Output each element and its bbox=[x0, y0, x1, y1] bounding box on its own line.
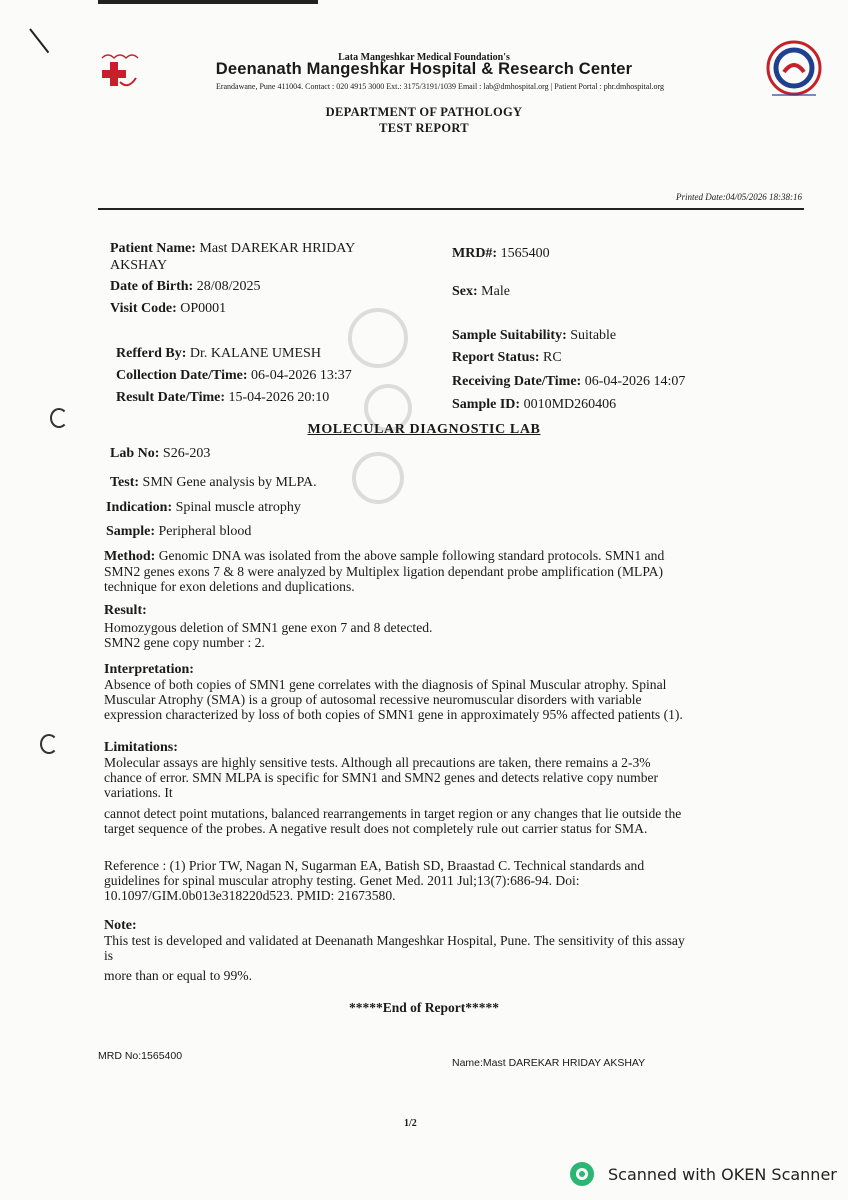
sample-suitability-value: Suitable bbox=[570, 328, 617, 343]
foundation-name: Lata Mangeshkar Medical Foundation's bbox=[338, 52, 510, 63]
dob-label: Date of Birth: bbox=[110, 279, 194, 294]
result-datetime-value: 15-04-2026 20:10 bbox=[228, 390, 330, 405]
limitations-text: Molecular assays are highly sensitive tests. Although all precautions are taken, there remains a 2-3% bbox=[104, 755, 651, 770]
indication-field bbox=[106, 499, 301, 516]
scanner-watermark bbox=[568, 1160, 837, 1188]
limitations-heading: Limitations: bbox=[104, 740, 178, 755]
report-status-field bbox=[452, 349, 562, 366]
collection-datetime-field bbox=[116, 367, 352, 384]
sample-label: Sample: bbox=[106, 524, 155, 539]
sample-field bbox=[106, 523, 251, 540]
limitations-block bbox=[104, 740, 794, 836]
interpretation-text: Absence of both copies of SMN1 gene correlates with the diagnosis of Spinal Muscular atrophy. Spinal bbox=[104, 677, 667, 692]
dob-value: 28/08/2025 bbox=[196, 279, 261, 294]
sample-id-field bbox=[452, 396, 616, 413]
receiving-datetime-value: 06-04-2026 14:07 bbox=[584, 374, 686, 389]
note-block bbox=[104, 918, 794, 983]
sex-label: Sex: bbox=[452, 284, 478, 299]
footer-mrd-no: MRD No:1565400 bbox=[98, 1050, 183, 1062]
scanner-text: Scanned with OKEN Scanner bbox=[608, 1164, 837, 1184]
method-text: technique for exon deletions and duplications. bbox=[104, 579, 355, 594]
limitations-text: variations. It bbox=[104, 785, 173, 800]
hospital-contact: Erandawane, Pune 411004. Contact : 020 4915 3000 Ext.: 3175/3191/1039 Email : lab@dmhospital.org | Patient Portal : phr.dmhospital.org bbox=[215, 82, 665, 91]
department-name: DEPARTMENT OF PATHOLOGY bbox=[325, 105, 523, 119]
pen-mark bbox=[29, 28, 49, 53]
patient-name-continued: AKSHAY bbox=[110, 258, 168, 273]
indication-label: Indication: bbox=[106, 500, 173, 515]
mrd-field bbox=[452, 245, 550, 262]
reference-block bbox=[104, 858, 794, 903]
patient-name-value: Mast DAREKAR HRIDAY bbox=[199, 241, 356, 256]
reference-text: Reference : (1) Prior TW, Nagan N, Sugarman EA, Batish SD, Braastad C. Technical standards and bbox=[104, 858, 645, 873]
interpretation-block bbox=[104, 662, 794, 722]
note-text: more than or equal to 99%. bbox=[104, 968, 252, 983]
sample-id-value: 0010MD260406 bbox=[523, 397, 617, 412]
lab-no-field bbox=[110, 445, 210, 462]
department-heading bbox=[0, 104, 848, 136]
result-text: SMN2 gene copy number : 2. bbox=[104, 635, 265, 650]
method-block bbox=[104, 548, 794, 594]
report-status-label: Report Status: bbox=[452, 350, 540, 365]
referred-by-value: Dr. KALANE UMESH bbox=[189, 346, 321, 361]
test-field bbox=[110, 474, 317, 491]
note-heading: Note: bbox=[104, 918, 137, 933]
sex-field bbox=[452, 283, 510, 300]
result-datetime-field bbox=[116, 389, 329, 406]
interpretation-text: Muscular Atrophy (SMA) is a group of autosomal recessive neuromuscular disorders with variable bbox=[104, 692, 642, 707]
collection-datetime-value: 06-04-2026 13:37 bbox=[251, 368, 352, 383]
referred-by-field bbox=[116, 345, 321, 362]
top-edge-line bbox=[98, 0, 318, 4]
result-heading: Result: bbox=[104, 603, 147, 618]
visit-code-label: Visit Code: bbox=[110, 301, 177, 316]
method-text: Genomic DNA was isolated from the above sample following standard protocols. SMN1 and bbox=[158, 548, 665, 563]
header-divider bbox=[98, 208, 804, 210]
lab-no-value: S26-203 bbox=[162, 446, 211, 461]
scanner-logo-icon bbox=[568, 1160, 596, 1188]
reference-text: guidelines for spinal muscular atrophy testing. Genet Med. 2011 Jul;13(7):686-94. Doi: bbox=[104, 873, 580, 888]
note-text: This test is developed and validated at Deenanath Mangeshkar Hospital, Pune. The sensitivity of this assay bbox=[104, 933, 685, 948]
section-title: MOLECULAR DIAGNOSTIC LAB bbox=[307, 422, 541, 437]
referred-by-label: Refferd By: bbox=[116, 346, 187, 361]
mrd-label: MRD#: bbox=[452, 246, 498, 261]
result-datetime-label: Result Date/Time: bbox=[116, 390, 225, 405]
sample-value: Peripheral blood bbox=[158, 524, 252, 539]
indication-value: Spinal muscle atrophy bbox=[175, 500, 301, 515]
result-block bbox=[104, 603, 794, 650]
watermark-seal-icon bbox=[338, 298, 428, 508]
mrd-value: 1565400 bbox=[500, 246, 550, 261]
sample-id-label: Sample ID: bbox=[452, 397, 521, 412]
sample-suitability-field bbox=[452, 327, 616, 344]
method-label: Method: bbox=[104, 549, 156, 564]
limitations-text: cannot detect point mutations, balanced rearrangements in target region or any changes that lie outside the bbox=[104, 806, 682, 821]
reference-text: 10.1097/GIM.0b013e318220d523. PMID: 21673580. bbox=[104, 888, 396, 903]
test-value: SMN Gene analysis by MLPA. bbox=[142, 475, 317, 490]
receiving-datetime-label: Receiving Date/Time: bbox=[452, 374, 582, 389]
footer-patient-name: Name:Mast DAREKAR HRIDAY AKSHAY bbox=[452, 1057, 646, 1069]
receiving-datetime-field bbox=[452, 373, 685, 390]
patient-name bbox=[110, 240, 355, 257]
patient-name-label: Patient Name: bbox=[110, 241, 196, 256]
punch-hole-mark bbox=[40, 734, 58, 754]
lab-no-label: Lab No: bbox=[110, 446, 160, 461]
sex-value: Male bbox=[481, 284, 510, 299]
limitations-text: chance of error. SMN MLPA is specific for SMN1 and SMN2 genes and detects relative copy number bbox=[104, 770, 659, 785]
visit-code-field bbox=[110, 300, 226, 317]
end-of-report: *****End of Report***** bbox=[348, 1000, 499, 1015]
limitations-text: target sequence of the probes. A negative result does not completely rule out carrier status for SMA. bbox=[104, 821, 648, 836]
accreditation-seal-icon bbox=[762, 38, 826, 102]
dob-field bbox=[110, 278, 260, 295]
result-text: Homozygous deletion of SMN1 gene exon 7 and 8 detected. bbox=[104, 620, 433, 635]
interpretation-text: expression characterized by loss of both copies of SMN1 gene in approximately 95% affected patients (1). bbox=[104, 707, 683, 722]
report-type: TEST REPORT bbox=[379, 121, 469, 135]
method-text: SMN2 genes exons 7 & 8 were analyzed by Multiplex ligation dependant probe amplification (MLPA) bbox=[104, 564, 663, 579]
visit-code-value: OP0001 bbox=[180, 301, 227, 316]
test-label: Test: bbox=[110, 475, 140, 490]
note-text: is bbox=[104, 948, 114, 963]
sample-suitability-label: Sample Suitability: bbox=[452, 328, 567, 343]
report-status-value: RC bbox=[543, 350, 562, 365]
page-number: 1/2 bbox=[404, 1118, 417, 1129]
interpretation-heading: Interpretation: bbox=[104, 662, 194, 677]
printed-date: Printed Date:04/05/2026 18:38:16 bbox=[676, 192, 802, 202]
collection-datetime-label: Collection Date/Time: bbox=[116, 368, 248, 383]
hospital-name: Deenanath Mangeshkar Hospital & Research Center bbox=[215, 60, 633, 78]
